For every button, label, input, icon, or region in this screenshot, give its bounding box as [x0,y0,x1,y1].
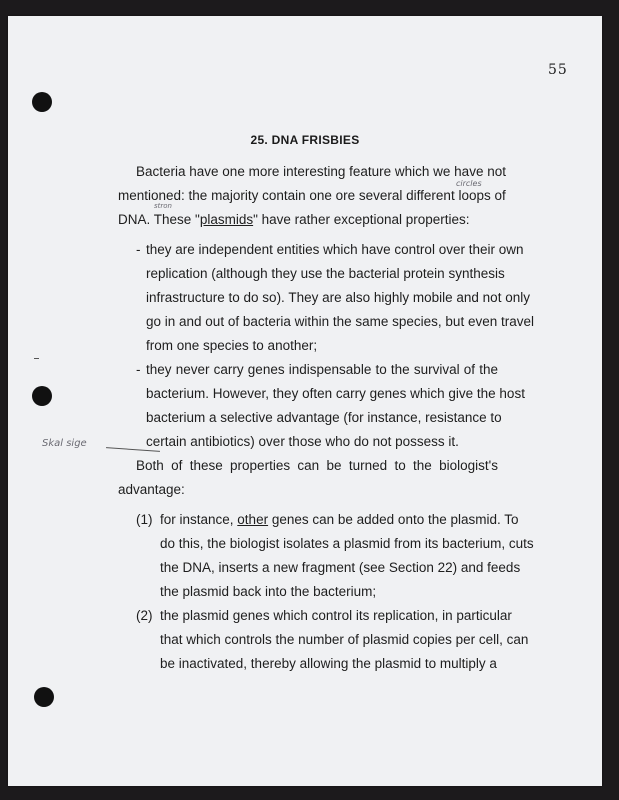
item-1-line-4: the plasmid back into the bacterium; [160,584,377,599]
item-2-line-2: that which controls the number of plasmid copies per cell, can [160,632,529,647]
bullet-1-line-3: infrastructure to do so). They are also highly mobile and not only [146,290,530,305]
margin-note: Skal sige [42,438,87,449]
item-1-line-3: the DNA, inserts a new fragment (see Section 22) and feeds [160,560,521,575]
bullet-1-marker: - [136,242,141,257]
bullet-2-marker: - [136,362,141,377]
intro-line-1: Bacteria have one more interesting feature which we have not [136,164,506,179]
punch-hole-middle [32,386,52,406]
pen-tick-mark [34,358,39,359]
item-2-marker: (2) [136,608,153,623]
bullet-1-line-5: from one species to another; [146,338,318,353]
intro-line-3 [118,212,470,227]
document-page [8,16,602,786]
annotation-above-loops: circles [456,179,482,188]
plasmids-word: plasmids [199,212,254,227]
para2-line-1: Both of these properties can be turned to the biologist's [136,458,498,473]
section-title: 25. DNA FRISBIES [250,133,360,147]
bullet-1-line-2: replication (although they use the bacterial protein synthesis [146,266,505,281]
bullet-2-line-4: certain antibiotics) over those who do not possess it. [146,434,459,449]
item-2-line-1: the plasmid genes which control its replication, in particular [160,608,512,623]
other-word: other [237,512,269,527]
bullet-1-line-4: go in and out of bacteria within the same species, but even travel [146,314,534,329]
punch-hole-top [32,92,52,112]
bullet-2-line-1: they never carry genes indispensable to the survival of the [146,362,498,377]
item-1-marker: (1) [136,512,153,527]
item-1-line-2: do this, the biologist isolates a plasmid from its bacterium, cuts [160,536,534,551]
annotation-above-plasmids: stron [154,202,172,210]
bullet-1-line-1: they are independent entities which have control over their own [146,242,524,257]
intro-line-2: mentioned: the majority contain one ore several different loops of [118,188,506,203]
bullet-2-line-3: bacterium a selective advantage (for instance, resistance to [146,410,502,425]
dna-these-text: DNA. These " [118,212,200,227]
item-1-line-1 [160,512,519,527]
rest-text: genes can be added onto the plasmid. To [268,512,519,527]
for-instance-text: for instance, [160,512,238,527]
bullet-2-line-2: bacterium. However, they often carry genes which give the host [146,386,525,401]
item-2-line-3: be inactivated, thereby allowing the plasmid to multiply a [160,656,497,671]
para2-line-2: advantage: [118,482,185,497]
punch-hole-bottom [34,687,54,707]
page-number: 55 [548,62,568,78]
rest-text: " have rather exceptional properties: [253,212,470,227]
